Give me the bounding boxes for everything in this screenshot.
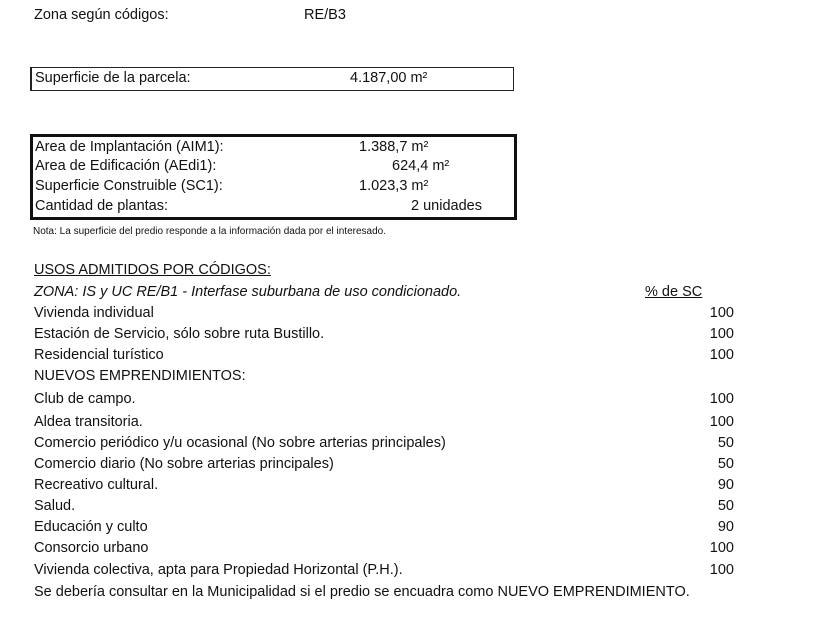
indicador-value: 1.023,3 m² (359, 178, 429, 194)
uso-pct: 100 (709, 562, 734, 578)
uso-item (34, 345, 734, 366)
uso-label: Salud. (34, 498, 76, 514)
nota-text: Nota: La superficie del predio responde a la información dada por el interesado. (33, 226, 386, 237)
uso-pct: 100 (709, 305, 734, 321)
uso-pct: 50 (717, 456, 734, 472)
uso-item (34, 324, 734, 345)
parcela-value: 4.187,00 m² (350, 70, 428, 86)
uso-label: NUEVOS EMPRENDIMIENTOS: (34, 368, 246, 384)
uso-pct: 90 (717, 477, 734, 493)
usos-footer: Se debería consultar en la Municipalidad si el predio se encuadra como NUEVO EMPRENDIMIENTO. (34, 584, 690, 600)
uso-pct: 50 (717, 435, 734, 451)
uso-label: Club de campo. (34, 391, 136, 407)
uso-pct: 100 (709, 540, 734, 556)
uso-item (34, 560, 734, 581)
uso-label: Estación de Servicio, sólo sobre ruta Bustillo. (34, 326, 325, 342)
indicador-value: 2 unidades (411, 198, 482, 214)
indicador-label: Area de Edificación (AEdi1): (35, 158, 217, 174)
indicador-label: Cantidad de plantas: (35, 198, 169, 214)
zona-value: RE/B3 (304, 7, 346, 23)
usos-zone-line: ZONA: IS y UC RE/B1 - Interfase suburbana de uso condicionado. (34, 284, 462, 300)
uso-pct: 100 (709, 326, 734, 342)
indicador-label: Area de Implantación (AIM1): (35, 139, 224, 155)
uso-label: Recreativo cultural. (34, 477, 159, 493)
usos-zone-row (34, 282, 734, 303)
uso-label: Educación y culto (34, 519, 148, 535)
uso-pct: 90 (717, 519, 734, 535)
indicador-value: 624,4 m² (392, 158, 450, 174)
uso-item (34, 475, 734, 496)
uso-label: Vivienda individual (34, 305, 154, 321)
uso-item (34, 433, 734, 454)
uso-label: Vivienda colectiva, apta para Propiedad Horizontal (P.H.). (34, 562, 403, 578)
uso-pct: 100 (709, 414, 734, 430)
uso-item (34, 303, 734, 324)
indicador-row (35, 197, 500, 216)
indicador-row (35, 157, 500, 176)
pct-header: % de SC (645, 284, 703, 300)
uso-pct: 100 (709, 347, 734, 363)
uso-label: Comercio periódico y/u ocasional (No sobre arterias principales) (34, 435, 446, 451)
indicadores-box (30, 134, 517, 220)
uso-item (34, 496, 734, 517)
uso-label: Aldea transitoria. (34, 414, 143, 430)
uso-item (34, 389, 734, 410)
uso-item (34, 517, 734, 538)
parcela-box (30, 67, 514, 91)
uso-item (34, 454, 734, 475)
uso-label: Comercio diario (No sobre arterias principales) (34, 456, 334, 472)
parcela-label: Superficie de la parcela: (35, 70, 191, 86)
usos-heading: USOS ADMITIDOS POR CÓDIGOS: (34, 262, 271, 278)
indicador-label: Superficie Construible (SC1): (35, 178, 223, 194)
uso-pct: 50 (717, 498, 734, 514)
uso-item (34, 538, 734, 559)
uso-item (34, 366, 734, 387)
uso-label: Residencial turístico (34, 347, 164, 363)
zona-label: Zona según códigos: (34, 7, 169, 23)
uso-item (34, 412, 734, 433)
uso-label: Consorcio urbano (34, 540, 149, 556)
uso-pct: 100 (709, 391, 734, 407)
indicador-value: 1.388,7 m² (359, 139, 429, 155)
indicador-row (35, 138, 500, 157)
indicador-row (35, 177, 500, 196)
